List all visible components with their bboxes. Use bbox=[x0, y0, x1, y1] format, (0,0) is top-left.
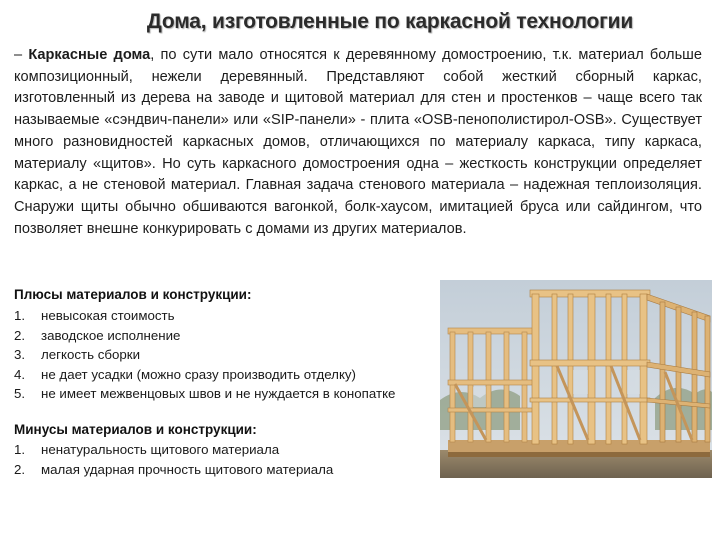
page-title: Дома, изготовленные по каркасной технологии bbox=[146, 10, 634, 33]
pros-item bbox=[14, 326, 395, 346]
cons-item-number: 1. bbox=[14, 442, 26, 457]
pros-title: Плюсы материалов и конструкции: bbox=[14, 287, 252, 302]
pros-item bbox=[14, 384, 395, 404]
pros-item-text: заводское исполнение bbox=[41, 327, 181, 343]
pros-item-number: 2. bbox=[14, 327, 26, 343]
pros-item-number: 1. bbox=[14, 308, 26, 323]
pros-item bbox=[14, 365, 395, 385]
cons-item bbox=[14, 460, 333, 480]
intro-paragraph bbox=[14, 45, 702, 240]
pros-item-number: 5. bbox=[14, 386, 26, 401]
foundation-edge bbox=[448, 452, 710, 457]
cons-item bbox=[14, 440, 333, 460]
pros-item-text: легкость сборки bbox=[41, 347, 141, 362]
pros-item bbox=[14, 306, 395, 326]
intro-term: Каркасные дома bbox=[28, 47, 151, 63]
cons-item-text: малая ударная прочность щитового материала bbox=[41, 461, 334, 477]
pros-list bbox=[14, 306, 395, 404]
cons-list bbox=[14, 440, 333, 479]
pros-item-text: не имеет межвенцовых швов и не нуждается в конопатке bbox=[41, 386, 396, 401]
frame-house-photo bbox=[440, 280, 712, 478]
intro-dash: – bbox=[14, 47, 29, 63]
pros-item bbox=[14, 345, 395, 365]
cons-title: Минусы материалов и конструкции: bbox=[14, 422, 257, 437]
pros-item-number: 3. bbox=[14, 347, 26, 362]
pros-item-text: не дает усадки (можно сразу производить отделку) bbox=[41, 366, 356, 382]
cons-item-text: ненатуральность щитового материала bbox=[41, 442, 280, 457]
frame-house-illustration bbox=[440, 280, 712, 478]
pros-item-text: невысокая стоимость bbox=[41, 308, 175, 323]
intro-text: , по сути мало относятся к деревянному домостроению, т.к. материал больше композиционный, нежели деревянный. Представляют собой жесткий сборный каркас, изготовленный из дерева на заводе и щитовой материал для стен и простенков – чаще всего так называемые «сэндвич-панели» или «SIP-панели» - плита «OSB-пенополистирол-OSB». Существует много разновидностей каркасных домов, отличающихся по материалу каркаса, типу каркаса, материалу «щитов». Но суть каркасного домостроения одна – жесткость конструкции определяет каркас, а не стеновой материал. Главная задача стенового материала – надежная теплоизоляция. Снаружи щиты обычно обшиваются вагонкой, болк-хаусом, имитацией бруса или сайдингом, что позволяет внешне конкурировать с домами из других материалов. bbox=[14, 47, 703, 237]
pros-item-number: 4. bbox=[14, 366, 26, 382]
cons-item-number: 2. bbox=[14, 461, 26, 477]
